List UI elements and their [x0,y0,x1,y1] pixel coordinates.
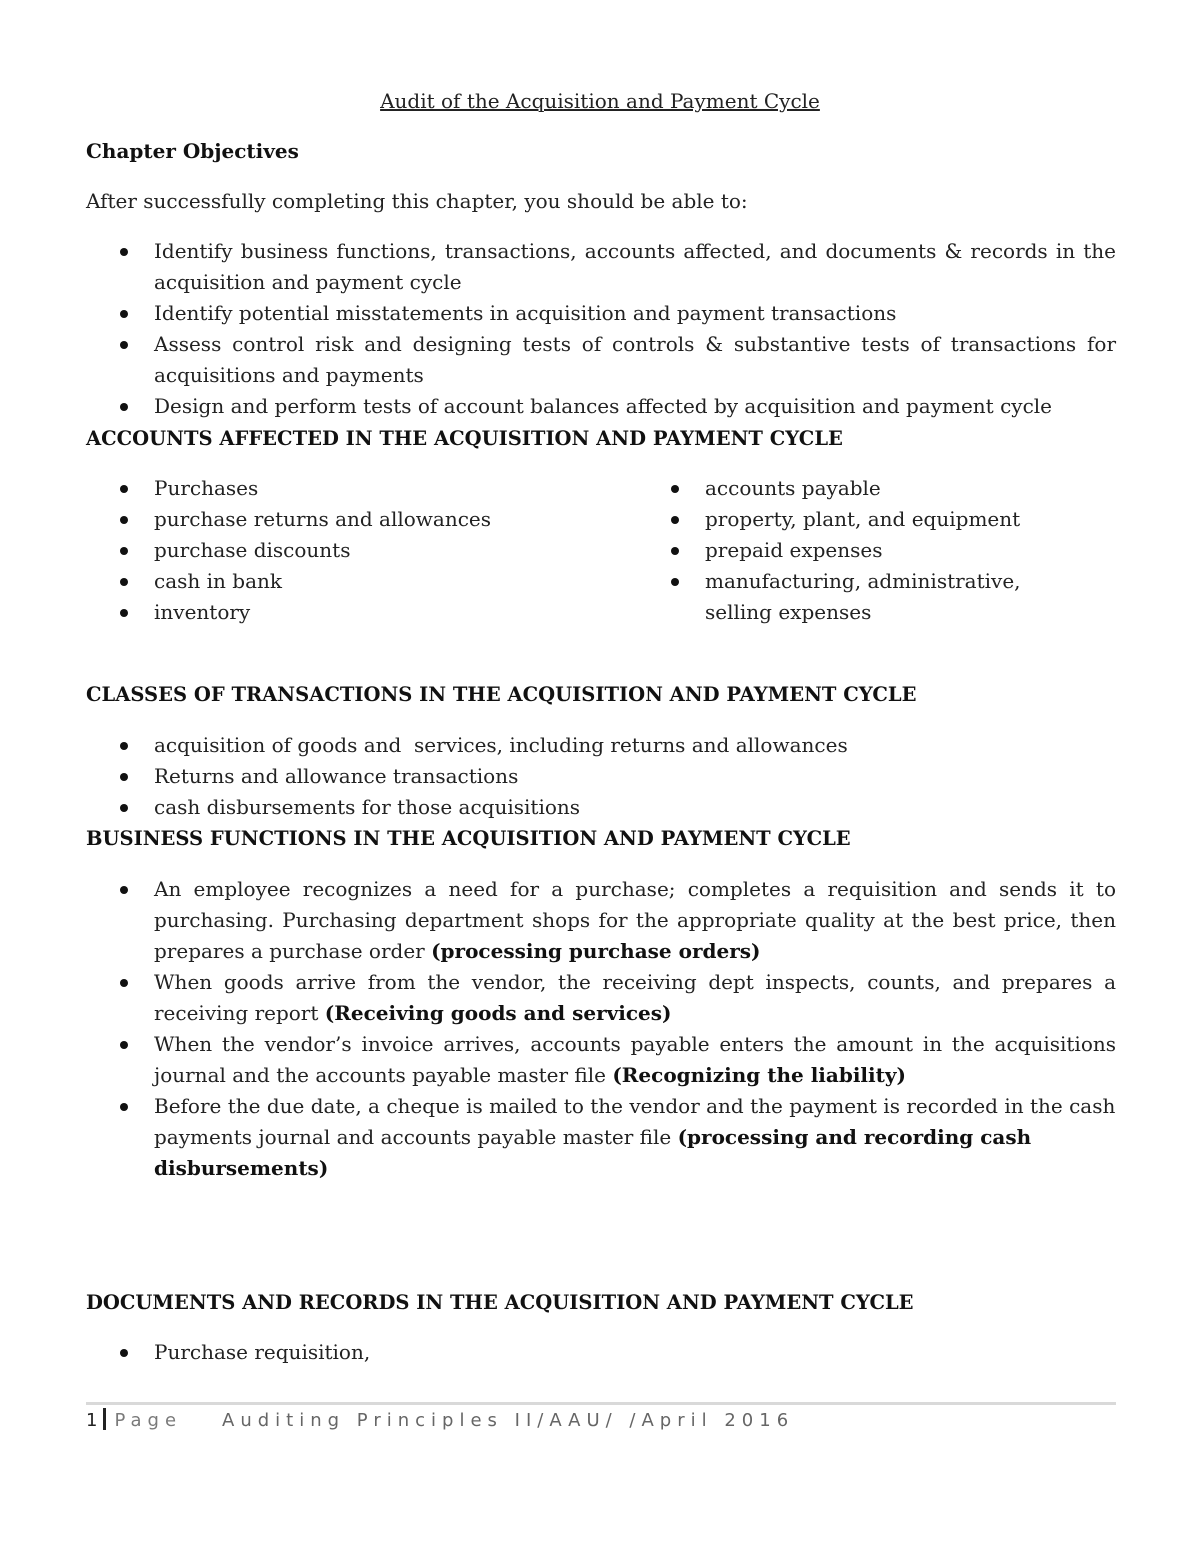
bullet-icon [120,516,128,524]
list-item: Purchase requisition, [86,1337,1116,1368]
list-item: Before the due date, a cheque is mailed to the vendor and the payment is recorded in the cash payments journal and accounts payable master file (processing and recording cash disbursements) [86,1091,1116,1184]
page-label: Page [114,1410,183,1431]
list-item: inventory [86,597,606,628]
documents-list [86,1337,1116,1368]
list-item: Identify potential misstatements in acquisition and payment transactions [86,298,1116,329]
bullet-icon [120,547,128,555]
bullet-icon [120,609,128,617]
accounts-list-left [86,473,606,628]
list-item: property, plant, and equipment [637,504,1117,535]
bullet-icon [120,742,128,750]
list-item: Assess control risk and designing tests of controls & substantive tests of transactions for acquisitions and payments [86,329,1116,391]
bullet-icon [120,310,128,318]
bullet-icon [120,403,128,411]
page-footer [86,1405,1116,1436]
objectives-section [86,136,1116,167]
bullet-icon [671,516,679,524]
bullet-icon [120,979,128,987]
objectives-intro: After successfully completing this chapter, you should be able to: [86,189,748,213]
bullet-icon [120,578,128,586]
functions-heading: BUSINESS FUNCTIONS IN THE ACQUISITION AND PAYMENT CYCLE [86,827,851,850]
bullet-icon [120,485,128,493]
accounts-columns [86,473,1116,633]
list-item: When the vendor’s invoice arrives, accounts payable enters the amount in the acquisitions journal and the accounts payable master file (Recognizing the liability) [86,1029,1116,1091]
accounts-heading: ACCOUNTS AFFECTED IN THE ACQUISITION AND PAYMENT CYCLE [86,427,843,450]
classes-list [86,730,1116,823]
list-item: An employee recognizes a need for a purchase; completes a requisition and sends it to purchasing. Purchasing department shops for the appropriate quality at the best price, then prepares a purchase order (processing purchase orders) [86,874,1116,967]
classes-heading: CLASSES OF TRANSACTIONS IN THE ACQUISITION AND PAYMENT CYCLE [86,683,917,706]
bullet-icon [671,578,679,586]
objectives-heading: Chapter Objectives [86,139,299,163]
bullet-icon [671,547,679,555]
objectives-list [86,236,1116,422]
list-item: Purchases [86,473,606,504]
list-item: prepaid expenses [637,535,1117,566]
list-item: When goods arrive from the vendor, the receiving dept inspects, counts, and prepares a receiving report (Receiving goods and services) [86,967,1116,1029]
bullet-icon [120,886,128,894]
list-item: Returns and allowance transactions [86,761,1116,792]
list-item: cash in bank [86,566,606,597]
bullet-icon [671,485,679,493]
list-item: acquisition of goods and services, including returns and allowances [86,730,1116,761]
list-item: manufacturing, administrative, selling expenses [637,566,1117,628]
footer-course: Auditing Principles II/AAU/ /April 2016 [222,1410,795,1431]
list-item: cash disbursements for those acquisitions [86,792,1116,823]
list-item: purchase discounts [86,535,606,566]
list-item: Design and perform tests of account balances affected by acquisition and payment cycle [86,391,1116,422]
bullet-icon [120,773,128,781]
bullet-icon [120,248,128,256]
page-number: 1 [86,1410,98,1431]
bullet-icon [120,1349,128,1357]
document-title: Audit of the Acquisition and Payment Cycle [380,89,820,113]
documents-heading: DOCUMENTS AND RECORDS IN THE ACQUISITION AND PAYMENT CYCLE [86,1291,914,1314]
functions-list [86,874,1116,1184]
bullet-icon [120,804,128,812]
bullet-icon [120,341,128,349]
list-item: purchase returns and allowances [86,504,606,535]
list-item: Identify business functions, transactions, accounts affected, and documents & records in the acquisition and payment cycle [86,236,1116,298]
list-item: accounts payable [637,473,1117,504]
bullet-icon [120,1041,128,1049]
bullet-icon [120,1103,128,1111]
accounts-list-right [637,473,1117,628]
footer-separator [103,1408,106,1430]
